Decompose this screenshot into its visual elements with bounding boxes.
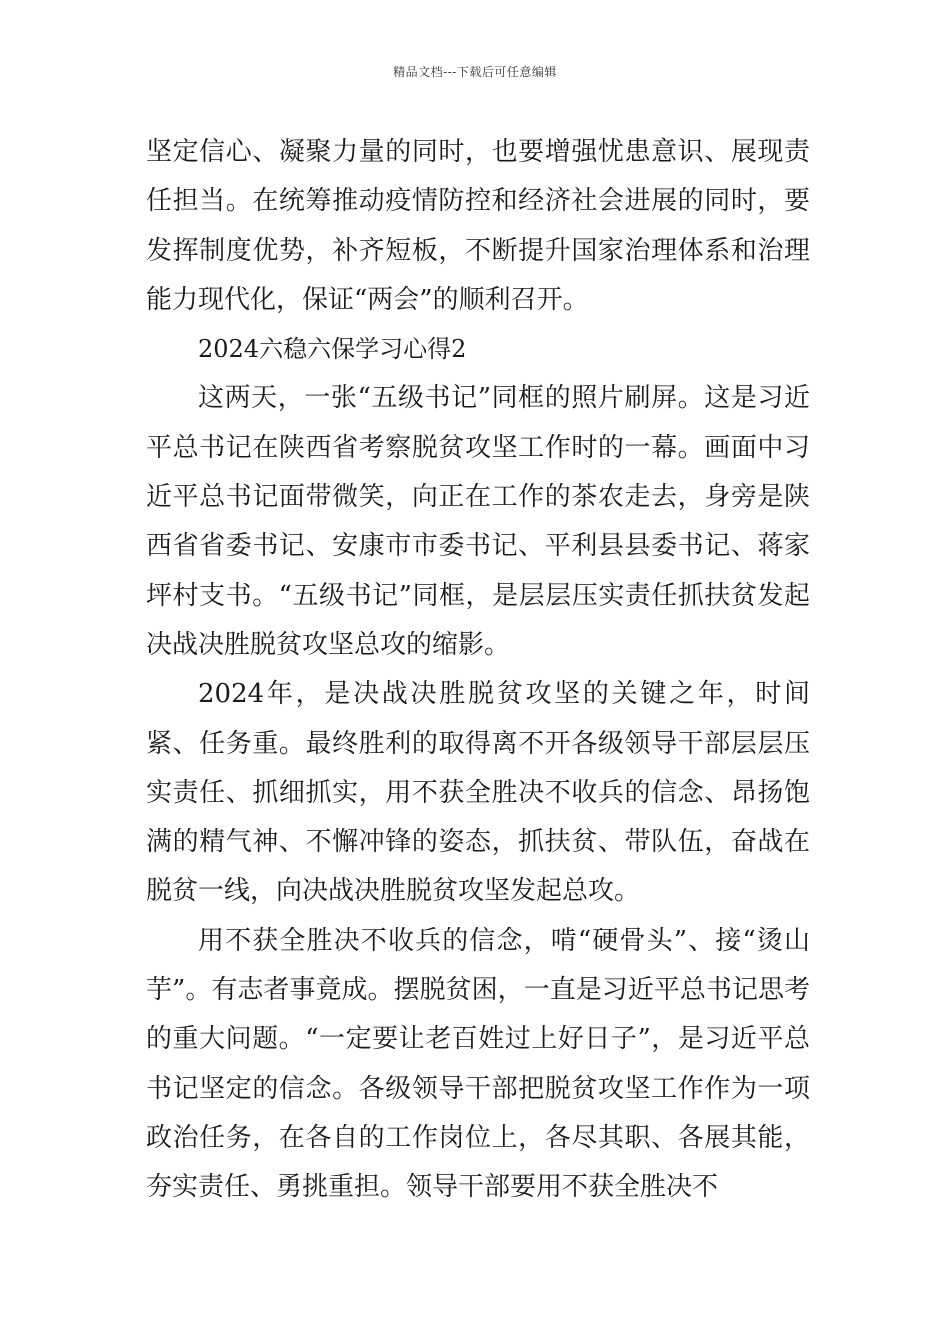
document-body — [146, 128, 810, 1213]
paragraph: 用不获全胜决不收兵的信念，啃“硬骨头”、接“烫山芋”。有志者事竟成。摆脱贫困，一直是习近平总书记思考的重大问题。“一定要让老百姓过上好日子”，是习近平总书记坚定的信念。各级领导干部把脱贫攻坚工作作为一项政治任务，在各自的工作岗位上，各尽其职、各展其能，夯实责任、勇挑重担。领导干部要用不获全胜决不 — [146, 925, 810, 1203]
page-header: 精品文档---下载后可任意编辑 — [393, 65, 557, 79]
section-title: 2024六稳六保学习心得2 — [198, 335, 467, 364]
paragraph-continued: 坚定信心、凝聚力量的同时，也要增强忧患意识、展现责任担当。在统筹推动疫情防控和经济社会进展的同时，要发挥制度优势，补齐短板，不断提升国家治理体系和治理能力现代化，保证“两会”的顺利召开。 — [146, 137, 810, 315]
paragraph: 这两天，一张“五级书记”同框的照片刷屏。这是习近平总书记在陕西省考察脱贫攻坚工作时的一幕。画面中习近平总书记面带微笑，向正在工作的茶农走去，身旁是陕西省省委书记、安康市市委书记、平利县县委书记、蒋家坪村支书。“五级书记”同框，是层层压实责任抓扶贫发起决战决胜脱贫攻坚总攻的缩影。 — [146, 383, 810, 660]
paragraph: 2024年，是决战决胜脱贫攻坚的关键之年，时间紧、任务重。最终胜利的取得离不开各级领导干部层层压实责任、抓细抓实，用不获全胜决不收兵的信念、昂扬饱满的精气神、不懈冲锋的姿态，抓扶贫、带队伍，奋战在脱贫一线，向决战决胜脱贫攻坚发起总攻。 — [146, 679, 810, 907]
